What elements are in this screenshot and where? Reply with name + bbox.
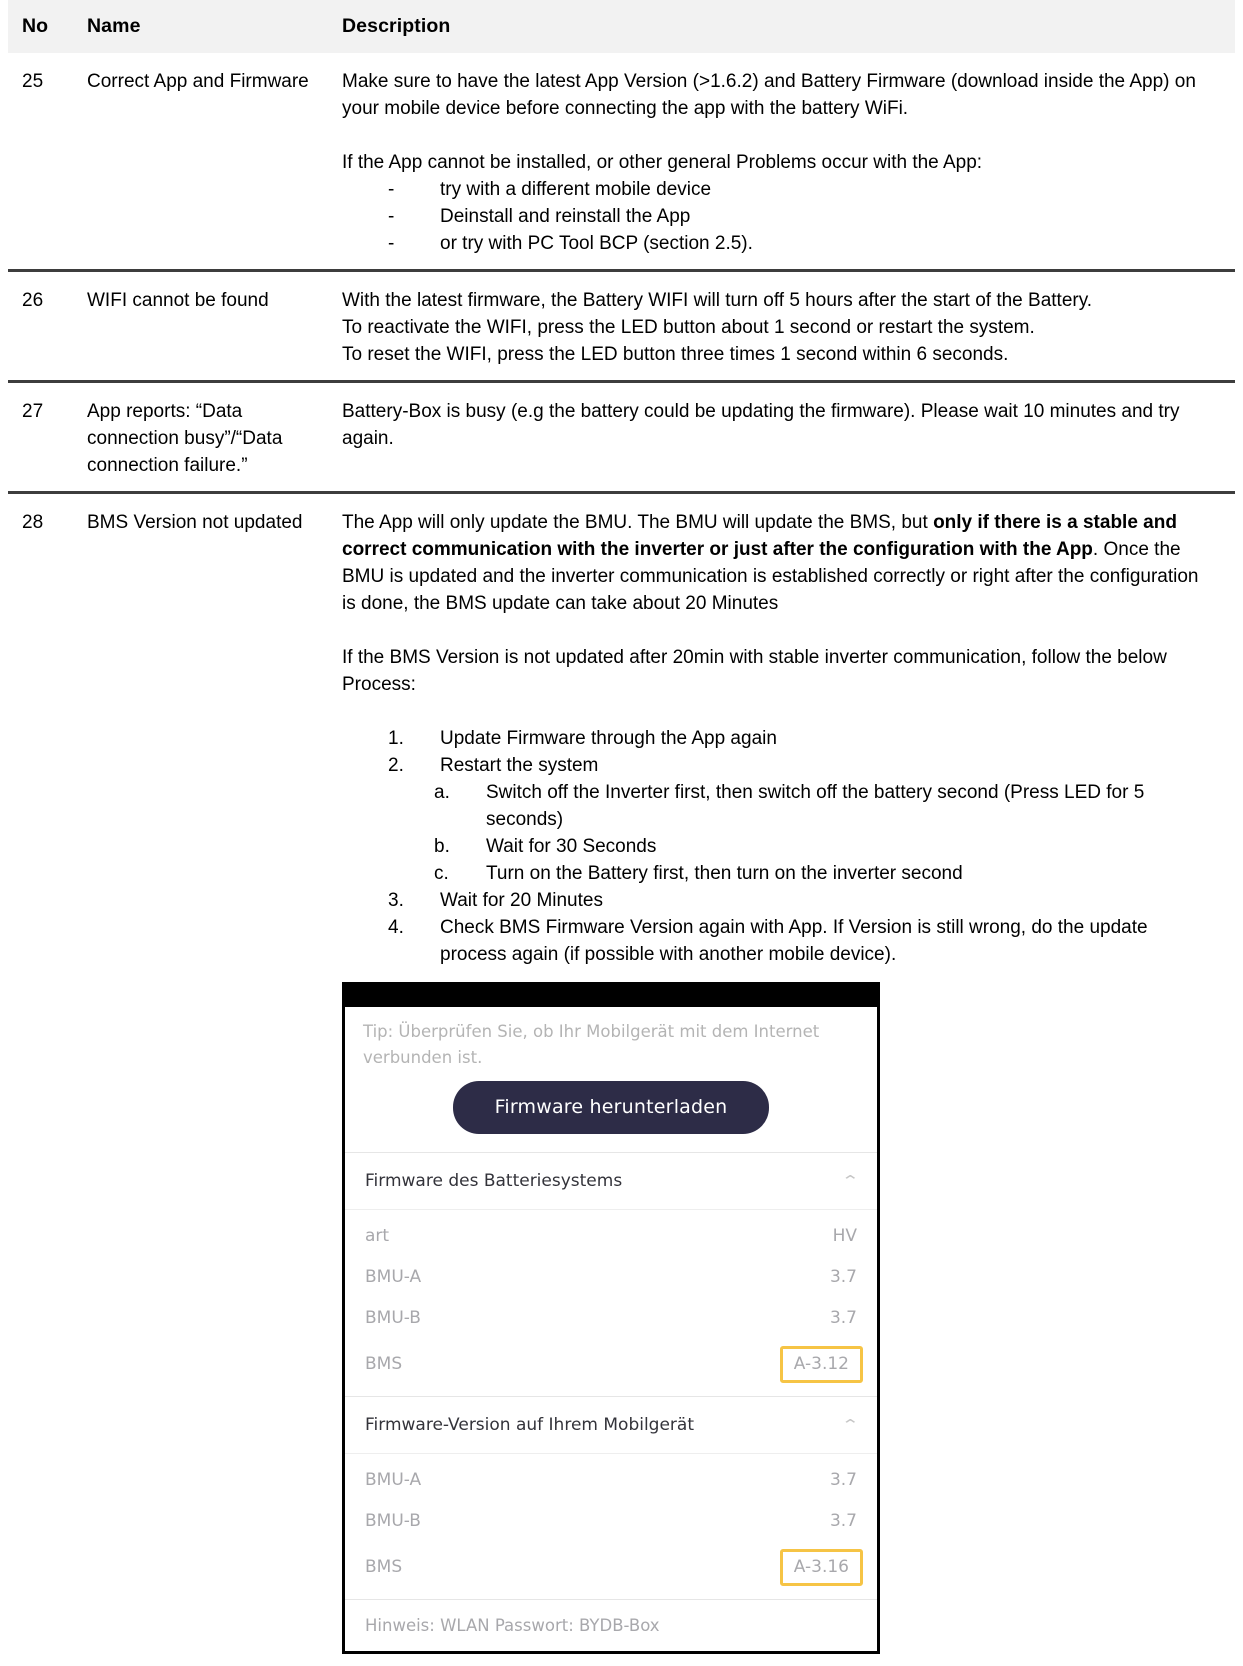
table-row <box>8 53 1235 269</box>
list-item-label: Deinstall and reinstall the App <box>440 206 691 227</box>
list-item-label: or try with PC Tool BCP (section 2.5). <box>440 233 753 254</box>
numbered-step-list-continued <box>342 887 1199 968</box>
step-marker: 1. <box>388 728 404 749</box>
row-description <box>342 397 1235 452</box>
section-header-mobile-firmware[interactable] <box>345 1396 877 1453</box>
row-number: 25 <box>22 71 44 92</box>
paragraph-part: The App will only update the BMU. The BMU will update the BMS, but <box>342 512 934 533</box>
dash-marker: - <box>388 233 395 254</box>
battery-firmware-list <box>345 1209 877 1396</box>
paragraph: If the BMS Version is not updated after 20min with stable inverter communication, follow the below Process: <box>342 647 1167 695</box>
list-item <box>388 752 1199 779</box>
row-name: WIFI cannot be found <box>87 290 269 311</box>
table-row <box>8 272 1235 380</box>
step-label: Check BMS Firmware Version again with App. If Version is still wrong, do the update process again (if possible with another mobile device). <box>440 917 1148 965</box>
firmware-row <box>345 1542 877 1593</box>
list-item-label: try with a different mobile device <box>440 179 712 200</box>
firmware-label: BMU-A <box>365 1470 422 1490</box>
substep-label: Switch off the Inverter first, then switch off the battery second (Press LED for 5 seconds) <box>486 782 1145 830</box>
list-item <box>388 725 1199 752</box>
chevron-up-icon[interactable]: ⌃ <box>841 1172 861 1190</box>
firmware-value-highlighted: A-3.16 <box>780 1549 863 1586</box>
phone-status-bar <box>345 985 877 1007</box>
paragraph: Battery-Box is busy (e.g the battery could be updating the firmware). Please wait 10 minutes and try again. <box>342 401 1180 449</box>
firmware-label: BMU-B <box>365 1308 421 1328</box>
firmware-label: BMS <box>365 1557 403 1577</box>
dash-marker: - <box>388 206 395 227</box>
list-item <box>388 176 1199 203</box>
step-label: Update Firmware through the App again <box>440 728 777 749</box>
section-title: Firmware des Batteriesystems <box>365 1171 623 1191</box>
row-name: Correct App and Firmware <box>87 71 309 92</box>
firmware-row <box>345 1257 877 1298</box>
table-row <box>8 383 1235 491</box>
embedded-app-screenshot <box>342 982 880 1654</box>
list-item <box>388 203 1199 230</box>
firmware-label: BMU-A <box>365 1267 422 1287</box>
column-header-description: Description <box>342 15 451 37</box>
mobile-firmware-list <box>345 1453 877 1599</box>
paragraph: To reset the WIFI, press the LED button three times 1 second within 6 seconds. <box>342 344 1009 365</box>
list-item <box>434 833 1199 860</box>
section-header-battery-firmware[interactable] <box>345 1152 877 1209</box>
firmware-label: BMS <box>365 1354 403 1374</box>
substep-label: Wait for 30 Seconds <box>486 836 657 857</box>
firmware-row <box>345 1501 877 1542</box>
paragraph: With the latest firmware, the Battery WIFI will turn off 5 hours after the start of the Battery. <box>342 290 1093 311</box>
paragraph <box>342 509 1199 617</box>
paragraph-part: . Once the BMU is updated and the inverter communication is established correctly or right after the configuration is done, the BMS update can take about 20 Minutes <box>342 539 1199 614</box>
row-description <box>342 67 1235 257</box>
section-title: Firmware-Version auf Ihrem Mobilgerät <box>365 1415 695 1435</box>
alpha-substep-list <box>342 779 1199 887</box>
tip-text: Tip: Überprüfen Sie, ob Ihr Mobilgerät mit dem Internet verbunden ist. <box>363 1022 820 1067</box>
firmware-value: 3.7 <box>829 1470 857 1490</box>
row-description <box>342 508 1235 1654</box>
download-firmware-button-row <box>345 1071 877 1152</box>
paragraph: If the App cannot be installed, or other general Problems occur with the App: <box>342 152 983 173</box>
numbered-step-list <box>342 725 1199 779</box>
substep-marker: a. <box>434 782 450 803</box>
column-header-no: No <box>22 15 49 37</box>
firmware-label: BMU-B <box>365 1511 421 1531</box>
step-marker: 3. <box>388 890 404 911</box>
list-item <box>388 887 1199 914</box>
table-header-row <box>8 0 1235 53</box>
list-item <box>434 779 1199 833</box>
firmware-value: HV <box>832 1226 857 1246</box>
chevron-up-icon[interactable]: ⌃ <box>841 1416 861 1434</box>
list-item <box>388 230 1199 257</box>
phone-frame <box>342 982 880 1654</box>
firmware-label: art <box>365 1226 390 1246</box>
firmware-value: 3.7 <box>829 1308 857 1328</box>
step-label: Restart the system <box>440 755 599 776</box>
substep-label: Turn on the Battery first, then turn on the inverter second <box>486 863 963 884</box>
row-number: 26 <box>22 290 44 311</box>
download-firmware-button[interactable]: Firmware herunterladen <box>453 1081 770 1134</box>
firmware-value: 3.7 <box>829 1267 857 1287</box>
substep-marker: c. <box>434 863 449 884</box>
phone-screen-content <box>345 1007 877 1651</box>
wlan-password-note: Hinweis: WLAN Passwort: BYDB-Box <box>345 1599 877 1651</box>
paragraph: To reactivate the WIFI, press the LED button about 1 second or restart the system. <box>342 317 1035 338</box>
firmware-value-highlighted: A-3.12 <box>780 1346 863 1383</box>
row-description <box>342 286 1235 368</box>
list-item <box>434 860 1199 887</box>
row-name: App reports: “Data connection busy”/“Data connection failure.” <box>87 401 283 476</box>
substep-marker: b. <box>434 836 450 857</box>
row-name: BMS Version not updated <box>87 512 303 533</box>
table-row <box>8 494 1235 1666</box>
row-number: 28 <box>22 512 44 533</box>
dash-bullet-list <box>342 176 1199 257</box>
step-label: Wait for 20 Minutes <box>440 890 603 911</box>
paragraph: Make sure to have the latest App Version (>1.6.2) and Battery Firmware (download inside the App) on your mobile device before connecting the app with the battery WiFi. <box>342 71 1196 119</box>
firmware-value: 3.7 <box>829 1511 857 1531</box>
row-number: 27 <box>22 401 44 422</box>
step-marker: 2. <box>388 755 404 776</box>
paragraph-emphasis: only if there is a stable and correct communication with the inverter or just after the configuration with the App <box>342 512 1177 560</box>
firmware-row <box>345 1298 877 1339</box>
column-header-name: Name <box>87 15 141 37</box>
list-item <box>388 914 1199 968</box>
dash-marker: - <box>388 179 395 200</box>
firmware-row <box>345 1339 877 1390</box>
firmware-row <box>345 1460 877 1501</box>
firmware-row <box>345 1216 877 1257</box>
step-marker: 4. <box>388 917 404 938</box>
